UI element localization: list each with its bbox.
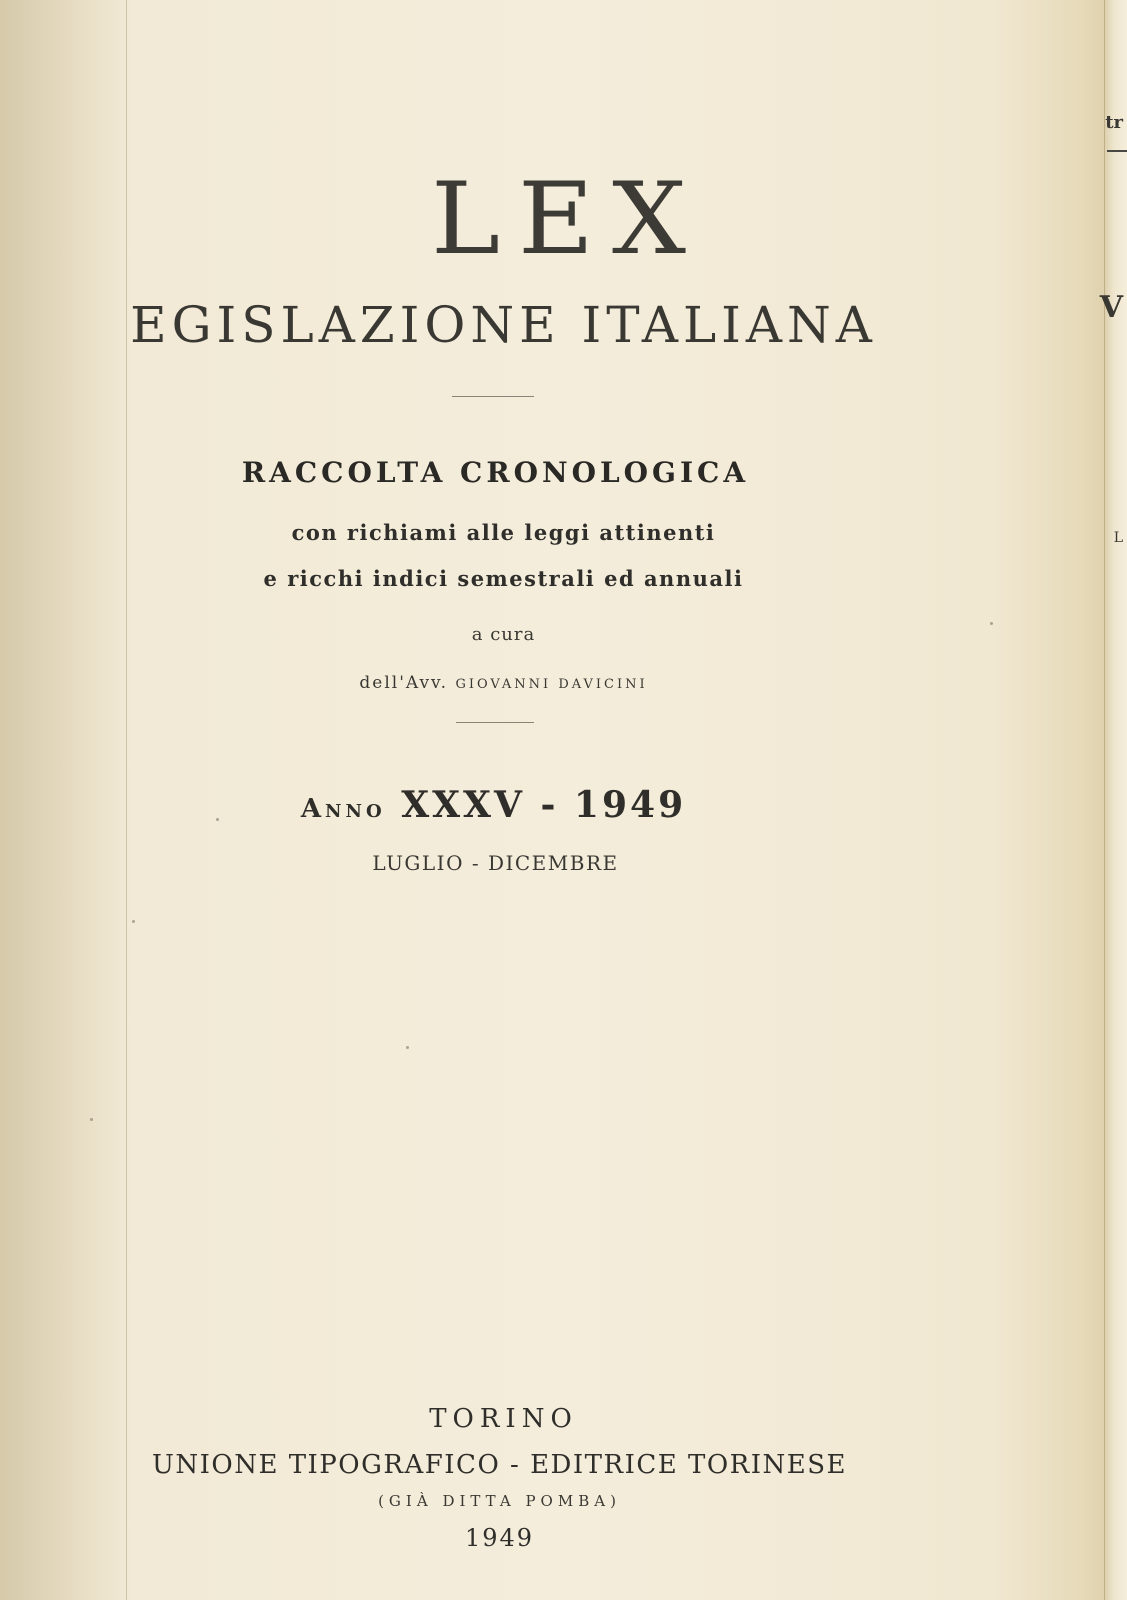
description-line-2: e ricchi indici semestrali ed annuali <box>263 566 744 591</box>
publisher-former-name: (GIÀ DITTA POMBA) <box>378 1492 621 1510</box>
paper-speck <box>216 818 219 821</box>
paper-speck <box>406 1046 409 1049</box>
paper-speck <box>90 1118 93 1121</box>
editor-prefix: a cura <box>471 624 536 645</box>
period: LUGLIO - DICEMBRE <box>372 851 619 875</box>
subtitle: RACCOLTA CRONOLOGICA <box>241 456 750 489</box>
divider-rule <box>452 396 534 397</box>
editor-name: GIOVANNI DAVICINI <box>455 677 648 692</box>
publication-city: TORINO <box>429 1404 578 1434</box>
publication-year: 1949 <box>464 1524 535 1552</box>
year-value: XXXV - 1949 <box>401 784 687 826</box>
main-heading: EGISLAZIONE ITALIANA <box>130 296 877 354</box>
edge-mark-3: L <box>1113 530 1123 546</box>
editor-credit <box>0 673 1067 693</box>
paper-speck <box>132 920 135 923</box>
publisher: UNIONE TIPOGRAFICO - EDITRICE TORINESE <box>151 1450 848 1480</box>
paper-speck <box>990 622 993 625</box>
year-heading <box>0 784 1057 826</box>
edge-rule <box>1107 150 1127 152</box>
year-prefix: Anno <box>300 794 386 824</box>
editor-intro: dell'Avv. <box>359 673 449 693</box>
description-line-1: con richiami alle leggi attinenti <box>291 520 716 545</box>
book-title: LEX <box>430 161 705 277</box>
divider-rule-2 <box>456 722 534 723</box>
edge-mark-1: tr <box>1105 112 1123 133</box>
edge-mark-2: V <box>1099 290 1123 325</box>
